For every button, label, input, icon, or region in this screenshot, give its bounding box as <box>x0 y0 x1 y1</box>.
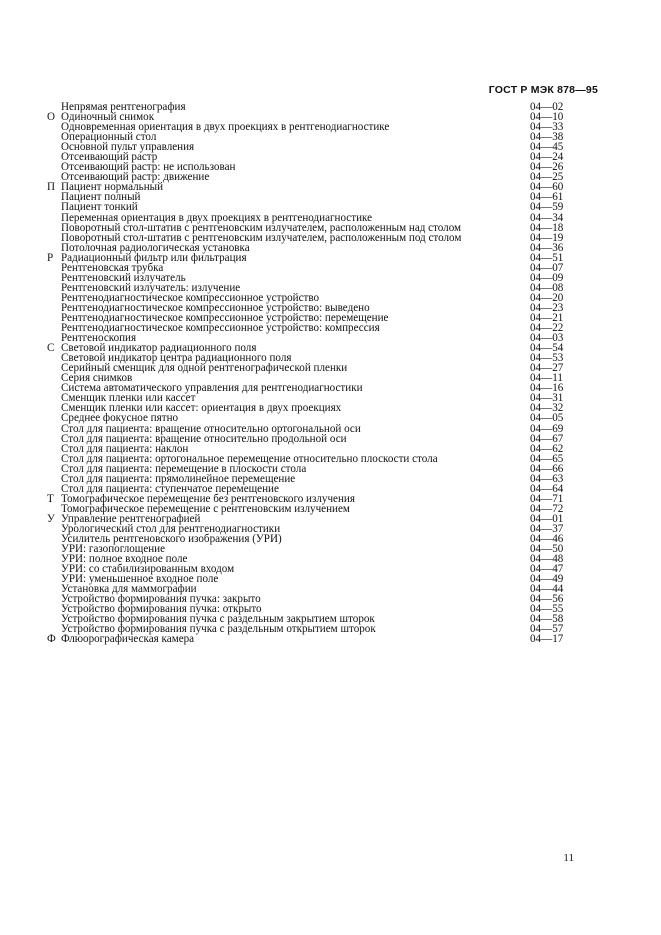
index-term: Флюорографическая камера <box>61 633 195 646</box>
index-term: Поворотный стол-штатив с рентгеновским излучателем, расположенным над столом <box>61 221 462 234</box>
index-term: Серия снимков <box>61 372 133 385</box>
index-entry <box>47 202 599 212</box>
index-term: Одиночный снимок <box>61 111 155 124</box>
term-code: 04—59 <box>530 201 564 214</box>
term-code: 04—63 <box>530 472 564 485</box>
term-code: 04—17 <box>530 633 564 646</box>
term-index <box>47 102 599 645</box>
term-code: 04—33 <box>530 121 564 134</box>
index-term: Устройство формирования пучка: открыто <box>61 603 262 616</box>
term-code: 04—26 <box>530 161 564 174</box>
term-code: 04—36 <box>530 241 564 254</box>
index-term: Стол для пациента: ортогональное перемещение относительно плоскости стола <box>61 452 438 465</box>
section-letter: Ф <box>47 633 56 646</box>
section-letter: П <box>47 181 56 194</box>
index-term: Рентгенодиагностическое компрессионное устройство <box>61 291 320 304</box>
section-letter: С <box>47 342 55 355</box>
index-term: Рентгеновский излучатель: излучение <box>61 281 241 294</box>
index-term: Световой индикатор радиационного поля <box>61 342 257 355</box>
index-term: Переменная ориентация в двух проекциях в рентгенодиагностике <box>61 211 373 224</box>
index-term: Стол для пациента: ступенчатое перемещение <box>61 482 279 495</box>
term-code: 04—46 <box>530 533 564 546</box>
index-term: Отсеивающий растр: не использован <box>61 161 236 174</box>
term-code: 04—02 <box>530 101 564 113</box>
index-term: Основной пульт управления <box>61 141 195 154</box>
index-term: УРИ: полное входное поле <box>61 553 188 566</box>
index-term: Стол для пациента: прямолинейное перемещение <box>61 472 296 485</box>
index-term: Стол для пациента: вращение относительно продольной оси <box>61 432 347 445</box>
index-term: Рентгенодиагностическое компрессионное устройство: перемещение <box>61 311 389 324</box>
term-code: 04—01 <box>530 512 564 525</box>
section-letter: О <box>47 111 56 124</box>
term-code: 04—27 <box>530 362 564 375</box>
term-code: 04—31 <box>530 392 564 405</box>
index-term: Отсеивающий растр <box>61 151 158 164</box>
term-code: 04—58 <box>530 613 564 626</box>
term-code: 04—37 <box>530 522 564 535</box>
term-code: 04—03 <box>530 332 564 345</box>
term-code: 04—09 <box>530 271 564 284</box>
index-term: Томографическое перемещение без рентгеновского излучения <box>61 492 355 505</box>
term-code: 04—18 <box>530 221 564 234</box>
index-term: Одновременная ориентация в двух проекциях в рентгенодиагностике <box>61 121 390 134</box>
term-code: 04—19 <box>530 231 564 244</box>
term-code: 04—38 <box>530 131 564 144</box>
index-term: Непрямая рентгенография <box>61 101 186 113</box>
index-entry <box>47 413 599 423</box>
index-term: Отсеивающий растр: движение <box>61 171 210 184</box>
index-term: Рентгенодиагностическое компрессионное устройство: компрессия <box>61 322 380 335</box>
term-code: 04—61 <box>530 191 564 204</box>
term-code: 04—25 <box>530 171 564 184</box>
term-code: 04—21 <box>530 311 564 324</box>
index-term: Операционный стол <box>61 131 157 144</box>
term-code: 04—47 <box>530 563 564 576</box>
index-term: Стол для пациента: перемещение в плоскости стола <box>61 462 307 475</box>
index-term: Урологический стол для рентгенодиагностики <box>61 522 281 535</box>
term-code: 04—62 <box>530 442 564 455</box>
term-code: 04—71 <box>530 492 564 505</box>
index-term: Пациент полный <box>61 191 141 204</box>
term-code: 04—55 <box>530 603 564 616</box>
term-code: 04—44 <box>530 583 564 596</box>
index-term: Стол для пациента: наклон <box>61 442 189 455</box>
section-letter: Т <box>47 492 54 505</box>
term-code: 04—72 <box>530 502 564 515</box>
index-term: УРИ: газопоглощение <box>61 543 166 556</box>
index-term: Радиационный фильтр или фильтрация <box>61 251 247 264</box>
term-code: 04—16 <box>530 382 564 395</box>
index-term: Серийный сменщик для одной рентгенографической пленки <box>61 362 348 375</box>
term-code: 04—56 <box>530 593 564 606</box>
term-code: 04—54 <box>530 342 564 355</box>
section-letter: Р <box>47 251 54 264</box>
index-term: Рентгенодиагностическое компрессионное устройство: выведено <box>61 301 370 314</box>
index-term: Установка для маммографии <box>61 583 197 596</box>
index-term: УРИ: со стабилизированным входом <box>61 563 235 576</box>
index-term: Сменщик пленки или кассет <box>61 392 196 405</box>
index-term: Потолочная радиологическая установка <box>61 241 250 254</box>
index-term: Стол для пациента: вращение относительно ортогональной оси <box>61 422 361 435</box>
index-term: Устройство формирования пучка с раздельным закрытием шторок <box>61 613 375 626</box>
index-term: Устройство формирования пучка с раздельным открытием шторок <box>61 623 376 636</box>
term-code: 04—49 <box>530 573 564 586</box>
index-term: Пациент нормальный <box>61 181 164 194</box>
term-code: 04—65 <box>530 452 564 465</box>
term-code: 04—69 <box>530 422 564 435</box>
term-code: 04—60 <box>530 181 564 194</box>
index-term: УРИ: уменьшенное входное поле <box>61 573 219 586</box>
term-code: 04—45 <box>530 141 564 154</box>
term-code: 04—57 <box>530 623 564 636</box>
term-code: 04—11 <box>530 372 563 385</box>
index-term: Рентгеновская трубка <box>61 261 164 274</box>
term-code: 04—51 <box>530 251 564 264</box>
index-entry <box>47 634 599 644</box>
index-term: Рентгеновский излучатель <box>61 271 186 284</box>
term-code: 04—20 <box>530 291 564 304</box>
term-code: 04—05 <box>530 412 564 425</box>
section-letter: У <box>47 512 55 525</box>
term-code: 04—67 <box>530 432 564 445</box>
term-code: 04—10 <box>530 111 564 124</box>
index-term: Пациент тонкий <box>61 201 138 214</box>
index-term: Томографическое перемещение с рентгеновским излучением <box>61 502 350 515</box>
term-code: 04—34 <box>530 211 564 224</box>
term-code: 04—22 <box>530 322 564 335</box>
term-code: 04—48 <box>530 553 564 566</box>
index-term: Система автоматического управления для рентгенодиагностики <box>61 382 363 395</box>
term-code: 04—53 <box>530 352 564 365</box>
term-code: 04—64 <box>530 482 564 495</box>
term-code: 04—50 <box>530 543 564 556</box>
term-code: 04—66 <box>530 462 564 475</box>
term-code: 04—07 <box>530 261 564 274</box>
term-code: 04—32 <box>530 402 564 415</box>
index-term: Среднее фокусное пятно <box>61 412 179 425</box>
index-term: Световой индикатор центра радиационного поля <box>61 352 292 365</box>
term-code: 04—08 <box>530 281 564 294</box>
page-number: 11 <box>563 852 574 864</box>
index-term: Усилитель рентгеновского изображения (УРИ) <box>61 533 282 546</box>
term-code: 04—24 <box>530 151 564 164</box>
index-term: Сменщик пленки или кассет: ориентация в двух проекциях <box>61 402 342 415</box>
index-term: Поворотный стол-штатив с рентгеновским излучателем, расположенным под столом <box>61 231 462 244</box>
index-term: Управление рентгенографией <box>61 512 201 525</box>
index-term: Рентгеноскопия <box>61 332 137 345</box>
term-code: 04—23 <box>530 301 564 314</box>
document-header: ГОСТ Р МЭК 878—95 <box>488 84 598 96</box>
index-term: Устройство формирования пучка: закрыто <box>61 593 261 606</box>
